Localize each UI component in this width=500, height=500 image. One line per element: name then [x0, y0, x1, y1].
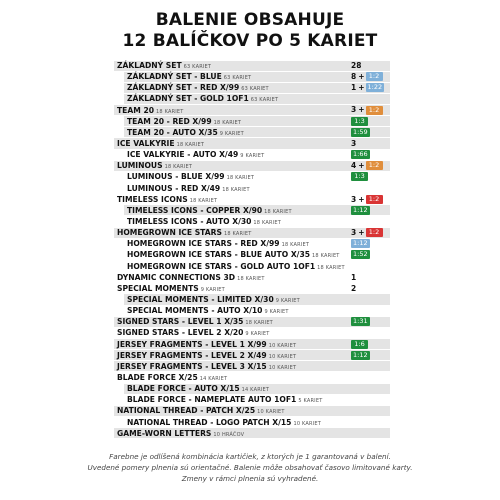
row-name-label: HOMEGROWN ICE STARS - RED X/99	[127, 239, 280, 249]
table-row	[114, 327, 390, 338]
row-value	[351, 105, 383, 116]
row-value	[351, 138, 356, 149]
ratio-badge: 1:66	[353, 150, 368, 159]
row-value	[351, 194, 383, 205]
table-row	[114, 261, 390, 272]
row-card-count: 18 KARIET	[164, 164, 193, 171]
row-name-label: TIMELESS ICONS	[117, 194, 188, 204]
row-card-count: 18 KARIET	[312, 253, 340, 260]
table-row	[114, 339, 390, 350]
table-row	[114, 183, 390, 194]
ratio-badge: 1:12	[353, 205, 368, 214]
ratio-badge: 1:59	[353, 127, 368, 136]
table-row	[114, 283, 390, 294]
row-name-label: BLADE FORCE - AUTO X/15	[127, 384, 240, 394]
ratio-badge: 1:12	[353, 350, 368, 359]
row-name-label: BLADE FORCE X/25	[117, 372, 198, 382]
row-name-label: SIGNED STARS - LEVEL 1 X/35	[117, 317, 244, 327]
table-row	[114, 105, 390, 116]
table-row	[114, 93, 390, 104]
row-card-count: 18 KARIET	[281, 242, 310, 249]
table-row	[114, 305, 390, 316]
table-row	[114, 60, 390, 71]
row-name	[117, 428, 244, 441]
table-row	[114, 171, 390, 182]
row-card-count: 9 KARIET	[264, 309, 289, 316]
ratio-badge: 1:2	[366, 106, 383, 115]
row-quantity: 3	[351, 138, 357, 148]
row-card-count: 18 KARIET	[176, 141, 205, 148]
row-name-label: HOMEGROWN ICE STARS - GOLD AUTO 1OF1	[127, 261, 316, 271]
row-name-label: LUMINOUS	[117, 161, 163, 171]
row-name-label: ICE VALKYRIE	[117, 138, 175, 148]
row-card-count: 10 KARIET	[268, 353, 297, 360]
row-name-label: LUMINOUS - RED X/49	[127, 183, 221, 193]
row-value	[351, 316, 370, 327]
row-name-label: SIGNED STARS - LEVEL 2 X/20	[117, 328, 244, 338]
row-name-label: DYNAMIC CONNECTIONS 3D	[117, 272, 236, 282]
row-name-label: JERSEY FRAGMENTS - LEVEL 2 X/49	[117, 350, 267, 360]
ratio-badge: 1:2	[366, 161, 383, 170]
row-value	[351, 60, 361, 71]
row-card-count: 18 KARIET	[156, 108, 184, 115]
row-name-label: NATIONAL THREAD - LOGO PATCH X/15	[127, 417, 292, 427]
row-name-label: ZÁKLADNÝ SET - RED X/99	[127, 83, 240, 93]
row-card-count: 63 KARIET	[223, 75, 252, 82]
ratio-badge: 1:6	[351, 340, 368, 349]
row-card-count: 9 KARIET	[219, 130, 244, 137]
table-row	[114, 71, 390, 82]
row-value	[351, 249, 370, 260]
ratio-badge: 1:52	[353, 250, 368, 259]
table-row	[114, 417, 390, 428]
row-quantity: 3	[351, 228, 357, 238]
row-card-count: 18 KARIET	[253, 219, 281, 226]
table-row	[114, 149, 390, 160]
row-value	[351, 350, 370, 361]
row-plus: +	[358, 83, 365, 93]
row-quantity: 2	[351, 283, 357, 293]
row-plus: +	[358, 105, 365, 115]
table-row	[114, 127, 390, 138]
row-value	[351, 238, 370, 249]
row-plus: +	[358, 194, 365, 204]
row-name-label: JERSEY FRAGMENTS - LEVEL 1 X/99	[117, 339, 267, 349]
row-card-count: 63 KARIET	[250, 97, 279, 104]
row-value	[351, 205, 370, 216]
row-value	[351, 116, 368, 127]
row-name-label: ICE VALKYRIE - AUTO X/49	[127, 150, 239, 160]
row-quantity: 4	[351, 161, 357, 171]
footer-note-3: Zmeny v rámci plnenia sú vyhradené.	[181, 474, 319, 483]
row-value	[351, 339, 368, 350]
row-card-count: 10 KARIET	[293, 420, 321, 427]
ratio-badge: 1:22	[367, 83, 383, 92]
row-quantity: 3	[351, 194, 357, 204]
row-card-count: 9 KARIET	[200, 286, 225, 293]
row-name-label: SPECIAL MOMENTS - AUTO X/10	[127, 306, 263, 316]
row-card-count: 63 KARIET	[241, 86, 269, 93]
ratio-badge: 1:3	[351, 172, 368, 181]
table-row	[114, 238, 390, 249]
row-name-label: ZÁKLADNÝ SET - BLUE	[127, 72, 222, 82]
ratio-badge: 1:12	[353, 239, 368, 248]
row-card-count: 18 KARIET	[237, 275, 265, 282]
row-quantity: 8	[351, 72, 357, 82]
row-card-count: 5 KARIET	[298, 398, 323, 405]
row-value	[351, 160, 383, 171]
table-row	[114, 227, 390, 238]
row-name-label: TEAM 20 - RED X/99	[127, 116, 212, 126]
footer-note-1: Farebne je odlíšená kombinácia kartičiek, z ktorých je 1 garantovaná v balení.	[109, 452, 391, 461]
row-name-label: TEAM 20	[117, 105, 155, 115]
contents-table	[114, 60, 390, 439]
ratio-badge: 1:2	[366, 228, 383, 237]
row-card-count: 18 KARIET	[226, 175, 255, 182]
row-card-count: 10 KARIET	[268, 342, 297, 349]
row-name-label: GAME-WORN LETTERS	[117, 428, 212, 438]
ratio-badge: 1:3	[351, 117, 368, 126]
row-name-label: ZÁKLADNÝ SET	[117, 61, 182, 70]
table-row	[114, 361, 390, 372]
ratio-badge: 1:2	[366, 72, 383, 81]
table-row	[114, 138, 390, 149]
row-card-count: 9 KARIET	[245, 331, 270, 338]
header-title-line-2: 12 BALÍČKOV PO 5 KARIET	[122, 31, 378, 51]
table-row	[114, 82, 390, 93]
row-card-count: 14 KARIET	[199, 375, 228, 382]
table-row	[114, 272, 390, 283]
row-value	[351, 283, 356, 294]
ratio-badge: 1:2	[366, 195, 383, 204]
row-value	[351, 272, 356, 283]
row-card-count: 18 KARIET	[317, 264, 345, 271]
table-row	[114, 383, 390, 394]
row-value	[351, 227, 383, 238]
row-quantity: 3	[351, 105, 357, 115]
table-row	[114, 216, 390, 227]
row-card-count: 14 KARIET	[241, 387, 270, 394]
row-value	[351, 127, 370, 138]
row-card-count: 10 HRÁČOV	[213, 431, 245, 438]
row-name-label: TEAM 20 - AUTO X/35	[127, 127, 218, 137]
row-quantity: 1	[351, 272, 357, 282]
row-card-count: 10 KARIET	[268, 364, 297, 371]
row-name-label: HOMEGROWN ICE STARS	[117, 228, 222, 238]
table-row	[114, 372, 390, 383]
table-row	[114, 350, 390, 361]
row-name-label: HOMEGROWN ICE STARS - BLUE AUTO X/35	[127, 250, 311, 260]
row-name-label: SPECIAL MOMENTS	[117, 283, 199, 293]
table-row	[114, 194, 390, 205]
row-quantity: 28	[351, 60, 362, 70]
table-row	[114, 160, 390, 171]
row-plus: +	[358, 161, 365, 171]
table-row	[114, 249, 390, 260]
table-row	[114, 205, 390, 216]
table-row	[114, 294, 390, 305]
row-card-count: 18 KARIET	[213, 119, 242, 126]
row-name-label: TIMELESS ICONS - AUTO X/30	[127, 216, 252, 226]
row-card-count: 18 KARIET	[245, 320, 273, 327]
row-value	[351, 149, 370, 160]
row-value	[351, 82, 384, 93]
row-value	[351, 171, 368, 182]
row-card-count: 63 KARIET	[183, 64, 212, 70]
row-name-label: SPECIAL MOMENTS - LIMITED X/30	[127, 294, 274, 304]
row-name-label: BLADE FORCE - NAMEPLATE AUTO 1OF1	[127, 395, 297, 405]
row-plus: +	[358, 228, 365, 238]
row-name-label: NATIONAL THREAD - PATCH X/25	[117, 406, 256, 416]
row-name-label: LUMINOUS - BLUE X/99	[127, 172, 225, 182]
row-quantity: 1	[351, 83, 357, 93]
row-card-count: 18 KARIET	[189, 197, 218, 204]
table-row	[114, 405, 390, 416]
ratio-badge: 1:31	[353, 317, 368, 326]
row-plus: +	[358, 72, 365, 82]
row-card-count: 9 KARIET	[240, 153, 265, 160]
header-title-line-1: BALENIE OBSAHUJE	[155, 10, 345, 30]
table-row	[114, 428, 390, 439]
footer-note-2: Uvedené pomery plnenia sú orientačné. Balenie môže obsahovať časovo limitované karty.	[87, 463, 413, 472]
row-card-count: 10 KARIET	[257, 409, 285, 416]
table-row	[114, 394, 390, 405]
row-card-count: 18 KARIET	[223, 231, 252, 238]
row-name-label: ZÁKLADNÝ SET - GOLD 1OF1	[127, 94, 249, 104]
row-card-count: 9 KARIET	[275, 297, 300, 304]
row-card-count: 18 KARIET	[264, 208, 292, 215]
table-row	[114, 316, 390, 327]
row-name-label: JERSEY FRAGMENTS - LEVEL 3 X/15	[117, 361, 267, 371]
table-row	[114, 116, 390, 127]
row-card-count: 18 KARIET	[222, 186, 250, 193]
row-name-label: TIMELESS ICONS - COPPER X/90	[127, 205, 263, 215]
row-value	[351, 71, 383, 82]
